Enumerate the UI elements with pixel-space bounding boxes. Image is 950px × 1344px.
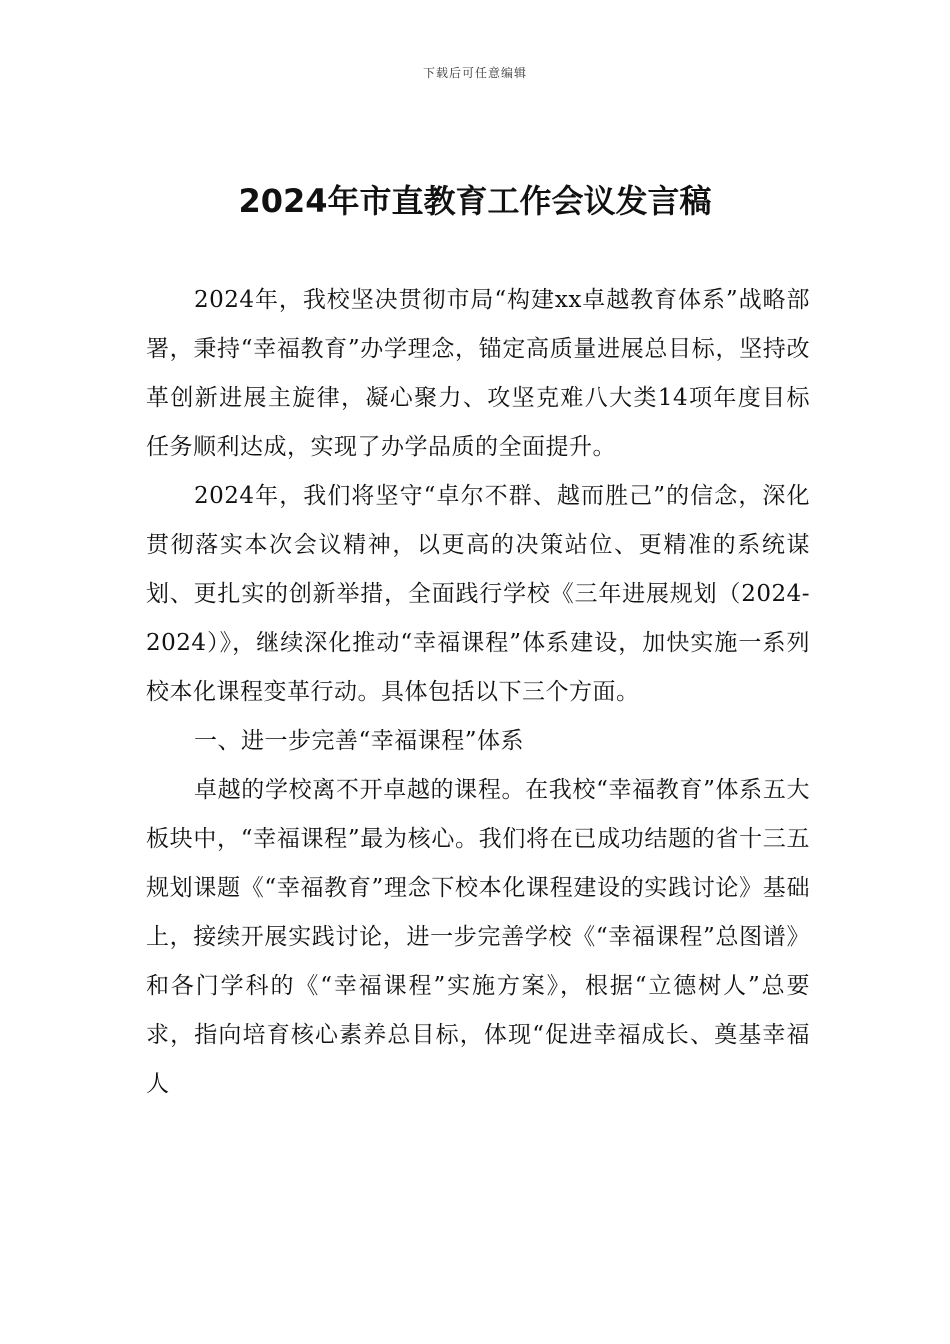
header-note: 下载后可任意编辑 xyxy=(422,66,527,80)
section-heading: 一、进一步完善“幸福课程”体系 xyxy=(194,728,525,754)
paragraph-intro: 2024年，我校坚决贯彻市局“构建xx卓越教育体系”战略部署，秉持“幸福教育”办学理念，锚定高质量进展总目标，坚持改革创新进展主旋律，凝心聚力、攻坚克难八大类14项年度目标任务顺利达成，实现了办学品质的全面提升。 xyxy=(146,287,810,460)
paragraph-plan: 2024年，我们将坚守“卓尔不群、越而胜己”的信念，深化贯彻落实本次会议精神，以更高的决策站位、更精准的系统谋划、更扎实的创新举措，全面践行学校《三年进展规划（2024-2024）》，继续深化推动“幸福课程”体系建设，加快实施一系列校本化课程变革行动。具体包括以下三个方面。 xyxy=(146,483,810,705)
paragraph-section-body: 卓越的学校离不开卓越的课程。在我校“幸福教育”体系五大板块中，“幸福课程”最为核心。我们将在已成功结题的省十三五规划课题《“幸福教育”理念下校本化课程建设的实践讨论》基础上，接续开展实践讨论，进一步完善学校《“幸福课程”总图谱》和各门学科的《“幸福课程”实施方案》，根据“立德树人”总要求，指向培育核心素养总目标，体现“促进幸福成长、奠基幸福人 xyxy=(146,777,810,1097)
document-body xyxy=(146,276,810,1109)
document-title: 2024年市直教育工作会议发言稿 xyxy=(238,182,712,220)
